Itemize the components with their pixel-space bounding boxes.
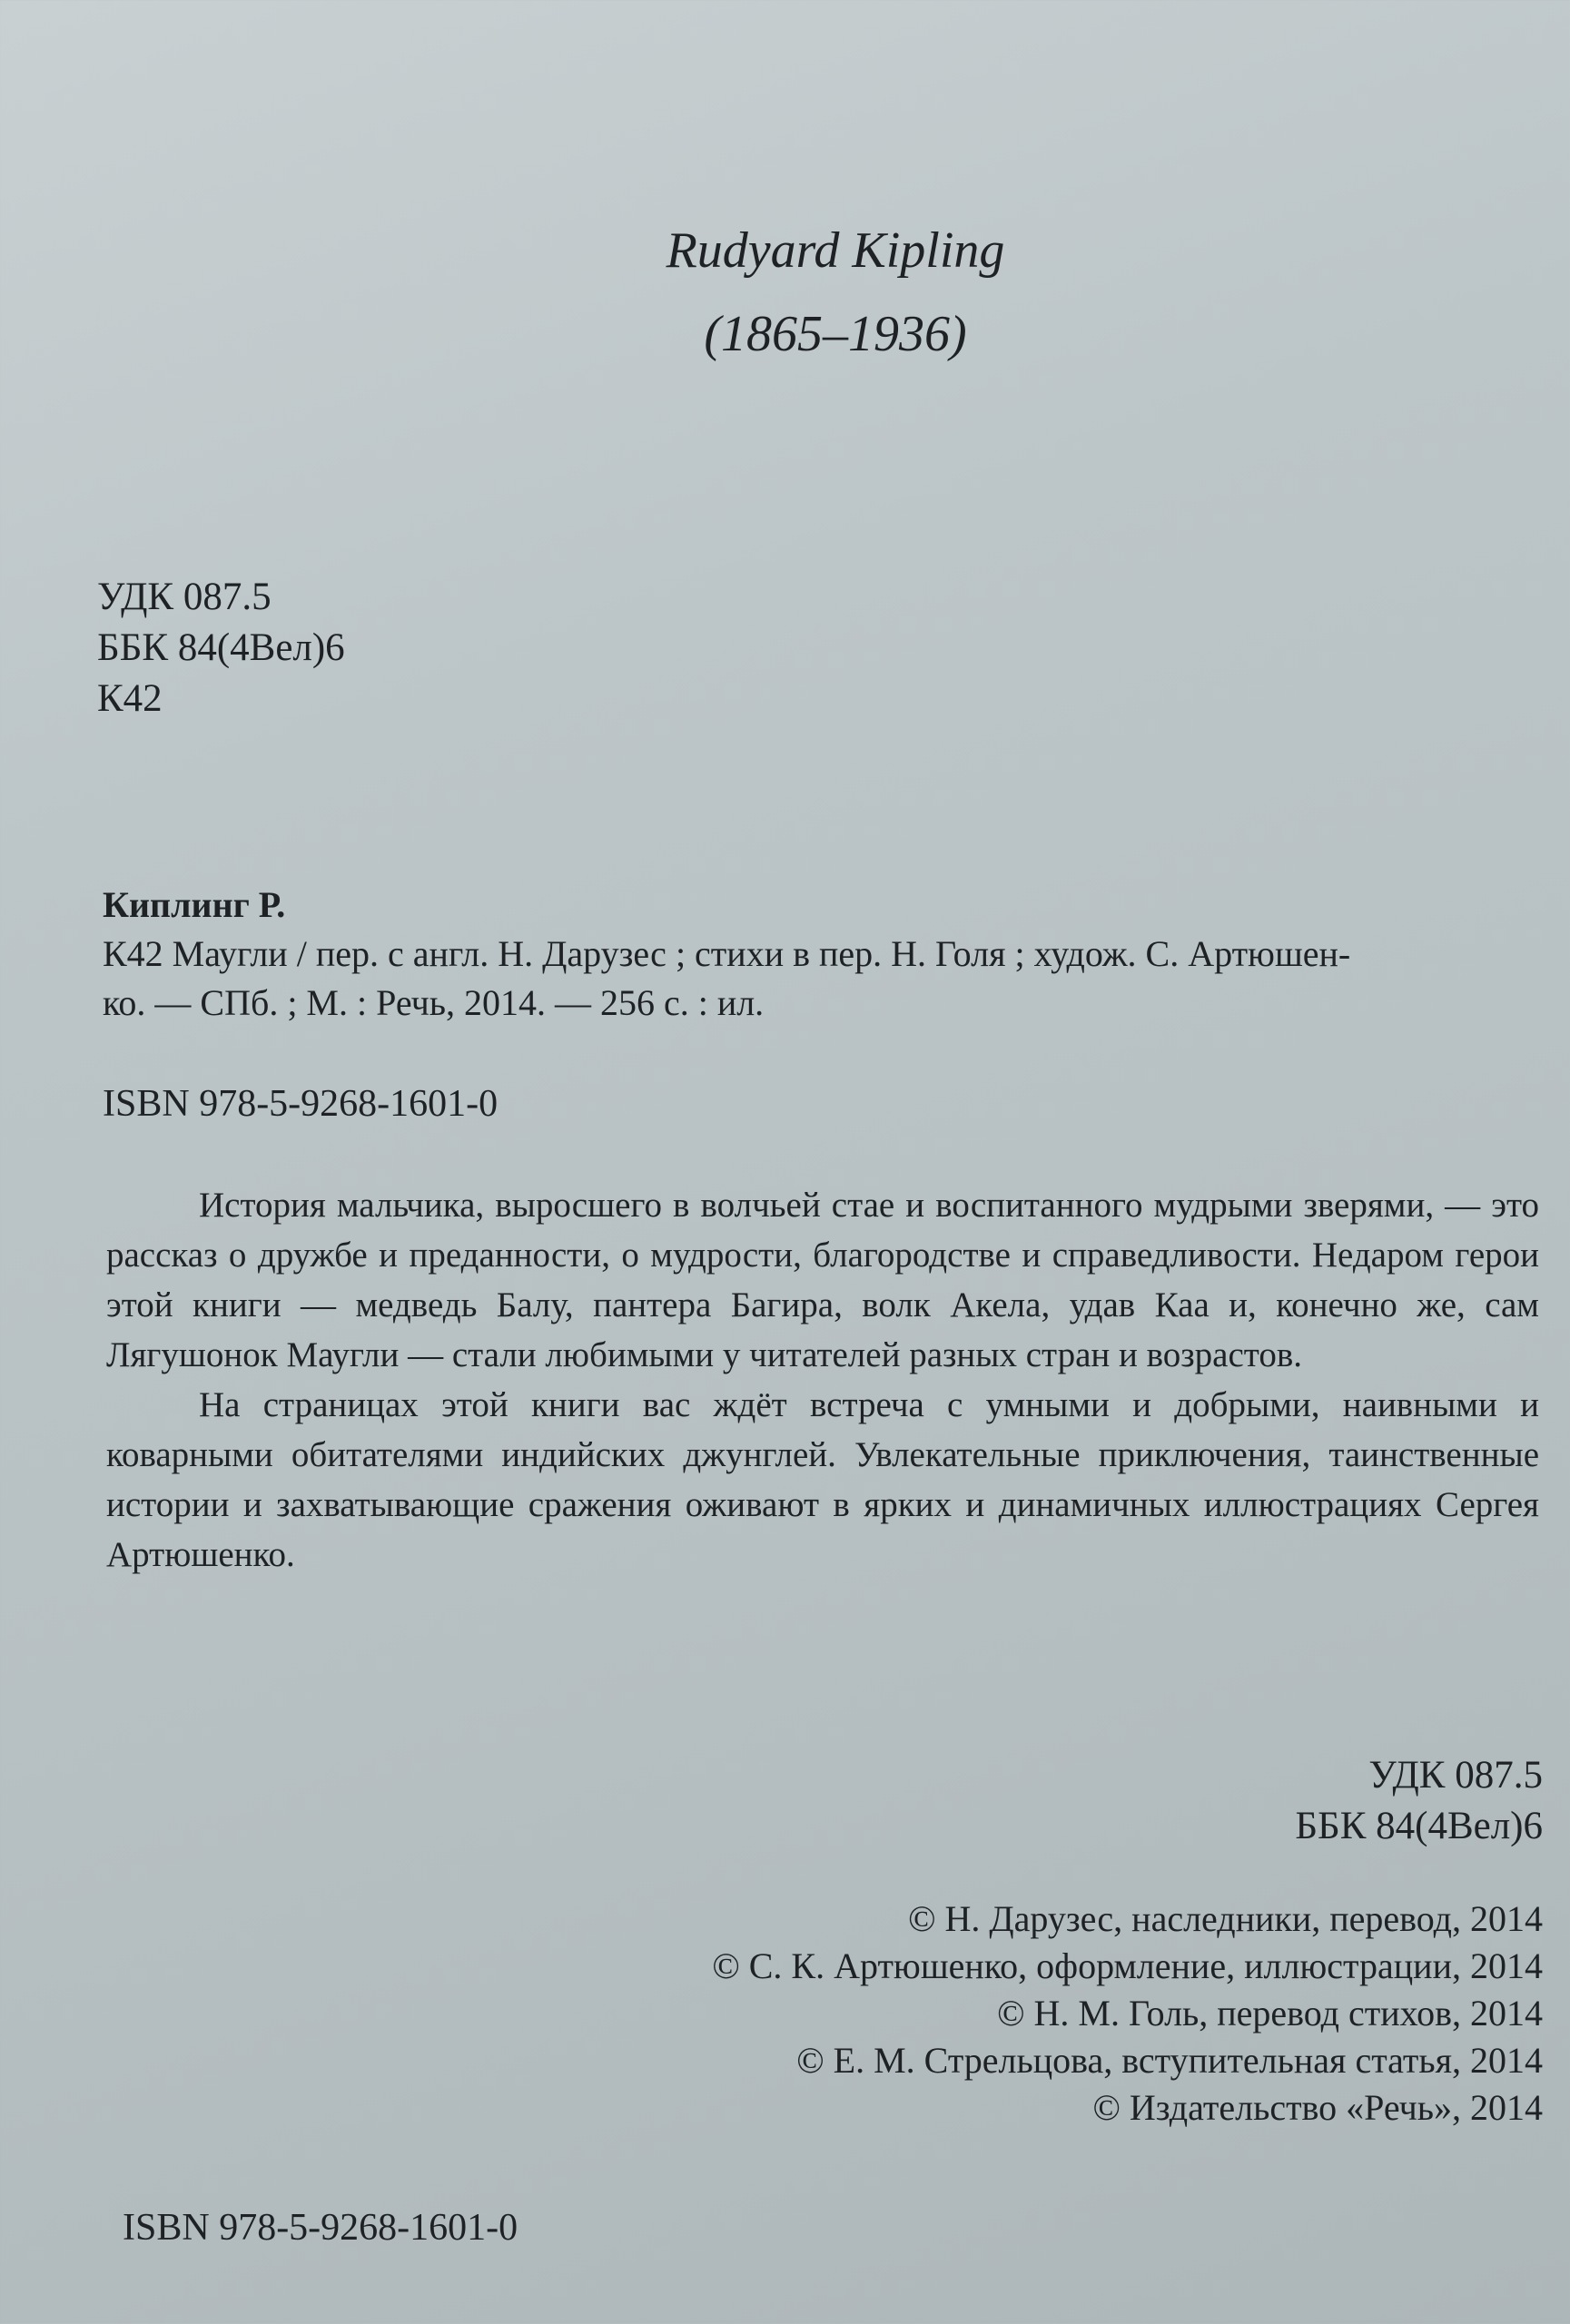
copyright-line: © Н. М. Голь, перевод стихов, 2014 xyxy=(997,1993,1543,2034)
copyright-line: © Издательство «Речь», 2014 xyxy=(1092,2087,1543,2128)
isbn-bottom: ISBN 978-5-9268-1601-0 xyxy=(123,2207,518,2249)
udk-code: УДК 087.5 xyxy=(97,576,272,618)
bibliographic-entry xyxy=(103,881,1546,1028)
annotation-paragraph-2: На страницах этой книги вас ждёт встреча с умными и добрыми, наивными и коварными обитателями индийских джунглей. Увлекательные приключения, таинственные истории и захватывающие сражения оживают в ярких и динамичных иллюстрациях Сергея Артюшенко. xyxy=(106,1385,1539,1574)
entry-line-2: ко. — СПб. ; М. : Речь, 2014. — 256 с. : ил. xyxy=(103,982,765,1023)
entry-heading: Киплинг Р. xyxy=(103,884,286,925)
author-name: Rudyard Kipling xyxy=(666,222,1005,279)
copyright-line: © Е. М. Стрельцова, вступительная статья, 2014 xyxy=(796,2040,1543,2081)
copyright-block xyxy=(712,1896,1543,2132)
annotation-paragraph-1: История мальчика, выросшего в волчьей стае и воспитанного мудрыми зверями, — это рассказ о дружбе и преданности, о мудрости, благородстве и справедливости. Недаром герои этой книги — медведь Балу, пантера Багира, волк Акела, удав Каа и, конечно же, сам Лягушонок Маугли — стали любимыми у читателей разных стран и возрастов. xyxy=(106,1186,1539,1374)
entry-line-1: К42 Маугли / пер. с англ. Н. Дарузес ; стихи в пер. Н. Голя ; худож. С. Артюшен- xyxy=(103,933,1351,974)
author-years: (1865–1936) xyxy=(704,306,967,362)
classification-right xyxy=(1295,1750,1543,1852)
classification-block xyxy=(97,572,345,724)
author-block xyxy=(0,209,1570,376)
isbn-top: ISBN 978-5-9268-1601-0 xyxy=(103,1083,499,1125)
bbk-code-right: ББК 84(4Вел)6 xyxy=(1295,1805,1543,1847)
copyright-line: © Н. Дарузес, наследники, перевод, 2014 xyxy=(908,1898,1543,1939)
author-mark: К42 xyxy=(97,677,163,720)
annotation xyxy=(106,1180,1539,1580)
udk-code-right: УДК 087.5 xyxy=(1368,1754,1543,1797)
copyright-line: © С. К. Артюшенко, оформление, иллюстрации, 2014 xyxy=(712,1945,1543,1986)
bbk-code: ББК 84(4Вел)6 xyxy=(97,626,345,669)
